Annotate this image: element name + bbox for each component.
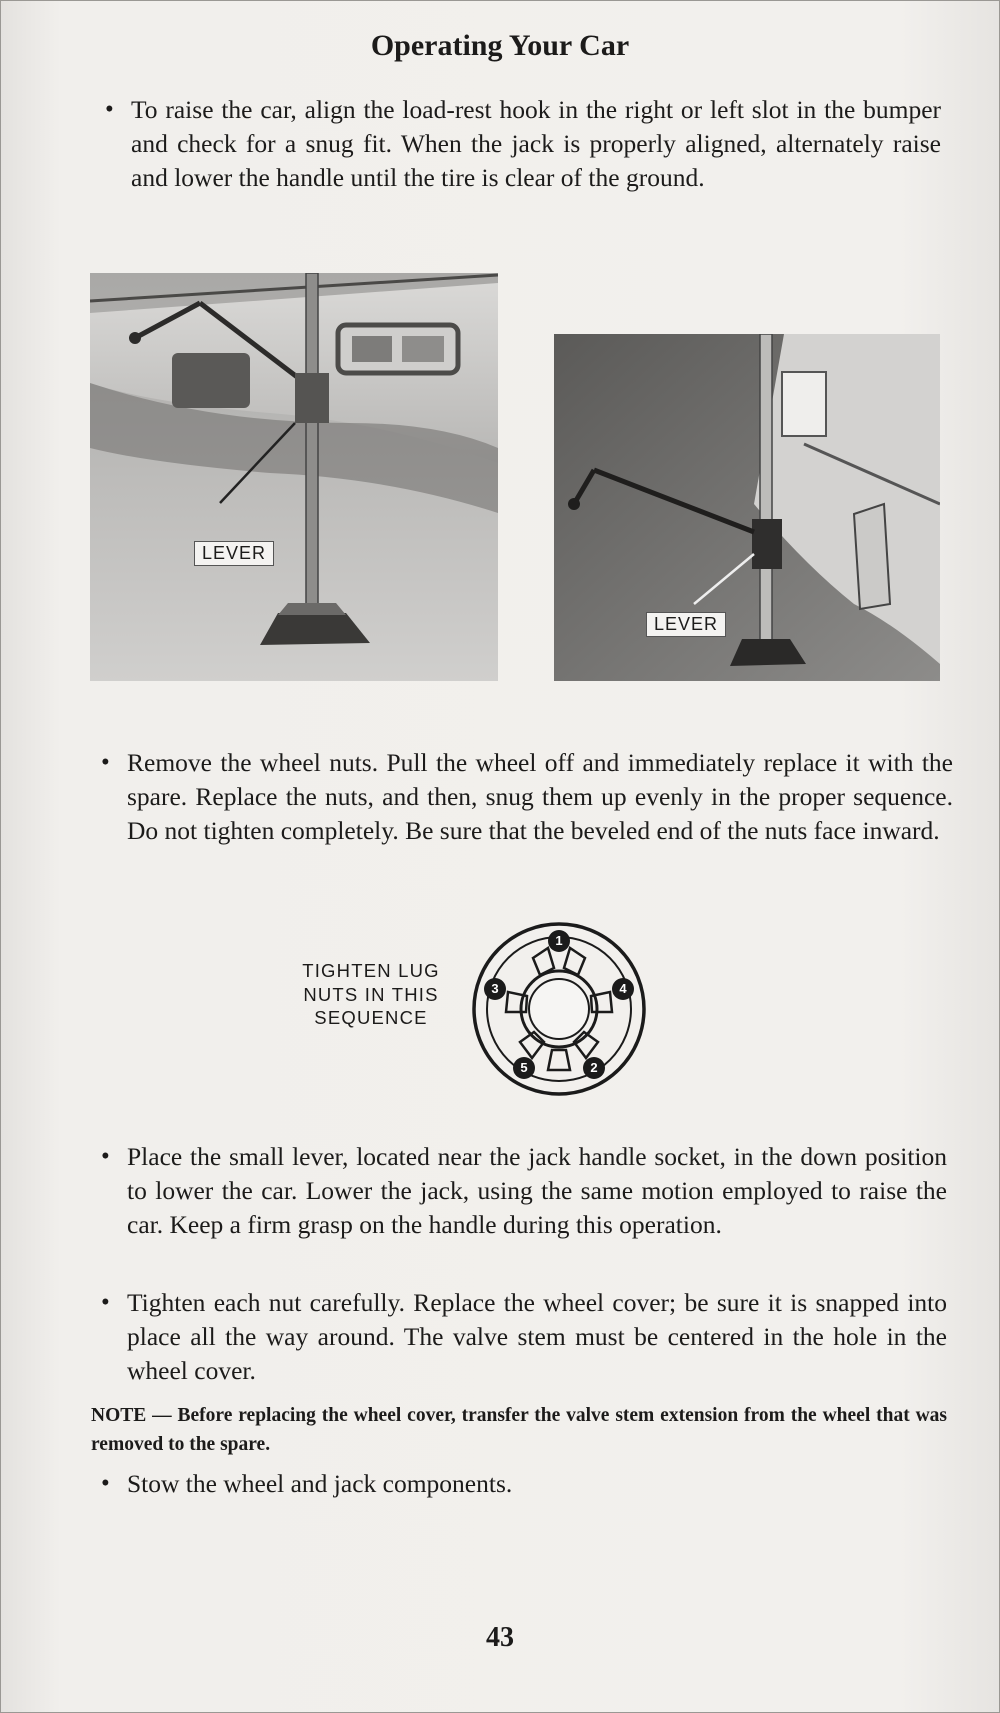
- valve-stem-note: NOTE — Before replacing the wheel cover, transfer the valve stem extension from the wheel that was removed to the spare.: [91, 1405, 947, 1455]
- jack-photo-rear-bumper: [90, 273, 498, 681]
- step-raise-car: [101, 93, 941, 195]
- step-text: Tighten each nut carefully. Replace the wheel cover; be sure it is snapped into place all the way around. The valve stem must be centered in the hole in the wheel cover.: [127, 1288, 947, 1385]
- lug-number-4: 4: [612, 978, 634, 1000]
- lug-number-2: 2: [583, 1057, 605, 1079]
- bullet-dot: •: [101, 1289, 110, 1316]
- step-text: To raise the car, align the load-rest hook in the right or left slot in the bumper and check for a snug fit. When the jack is properly aligned, alternately raise and lower the handle until the tire is clear of the ground.: [131, 95, 941, 192]
- lever-callout-left: LEVER: [194, 541, 274, 566]
- lug-number-3: 3: [484, 978, 506, 1000]
- lug-nut-sequence-diagram: [470, 920, 648, 1103]
- step-text: Remove the wheel nuts. Pull the wheel off and immediately replace it with the spare. Replace the nuts, and then, snug them up evenly in the proper sequence. Do not tighten completely. Be sure that the beveled end of the nuts face inward.: [127, 748, 953, 845]
- step-lower-car: [97, 1140, 947, 1242]
- step-text: Place the small lever, located near the jack handle socket, in the down position to lower the car. Lower the jack, using the same motion employed to raise the car. Keep a firm grasp on the handle during this operation.: [127, 1142, 947, 1239]
- step-text: Stow the wheel and jack components.: [127, 1469, 513, 1498]
- bullet-dot: •: [101, 1143, 110, 1170]
- bullet-dot: •: [101, 1470, 110, 1497]
- lug-number-5: 5: [513, 1057, 535, 1079]
- page-number: 43: [486, 1622, 514, 1653]
- step-stow-components: [97, 1467, 947, 1501]
- jack-photo-left-drawing: [90, 273, 498, 681]
- tighten-sequence-label: TIGHTEN LUG NUTS IN THIS SEQUENCE: [302, 960, 440, 1028]
- lever-callout-right: LEVER: [646, 612, 726, 637]
- lug-number-1: 1: [548, 930, 570, 952]
- step-remove-wheel: [97, 746, 953, 848]
- jack-photo-side: [554, 334, 940, 681]
- jack-photo-right-drawing: [554, 334, 940, 681]
- bullet-dot: •: [101, 749, 110, 776]
- page-title: Operating Your Car: [370, 29, 630, 62]
- step-tighten-nuts: [97, 1286, 947, 1388]
- bullet-dot: •: [105, 96, 114, 123]
